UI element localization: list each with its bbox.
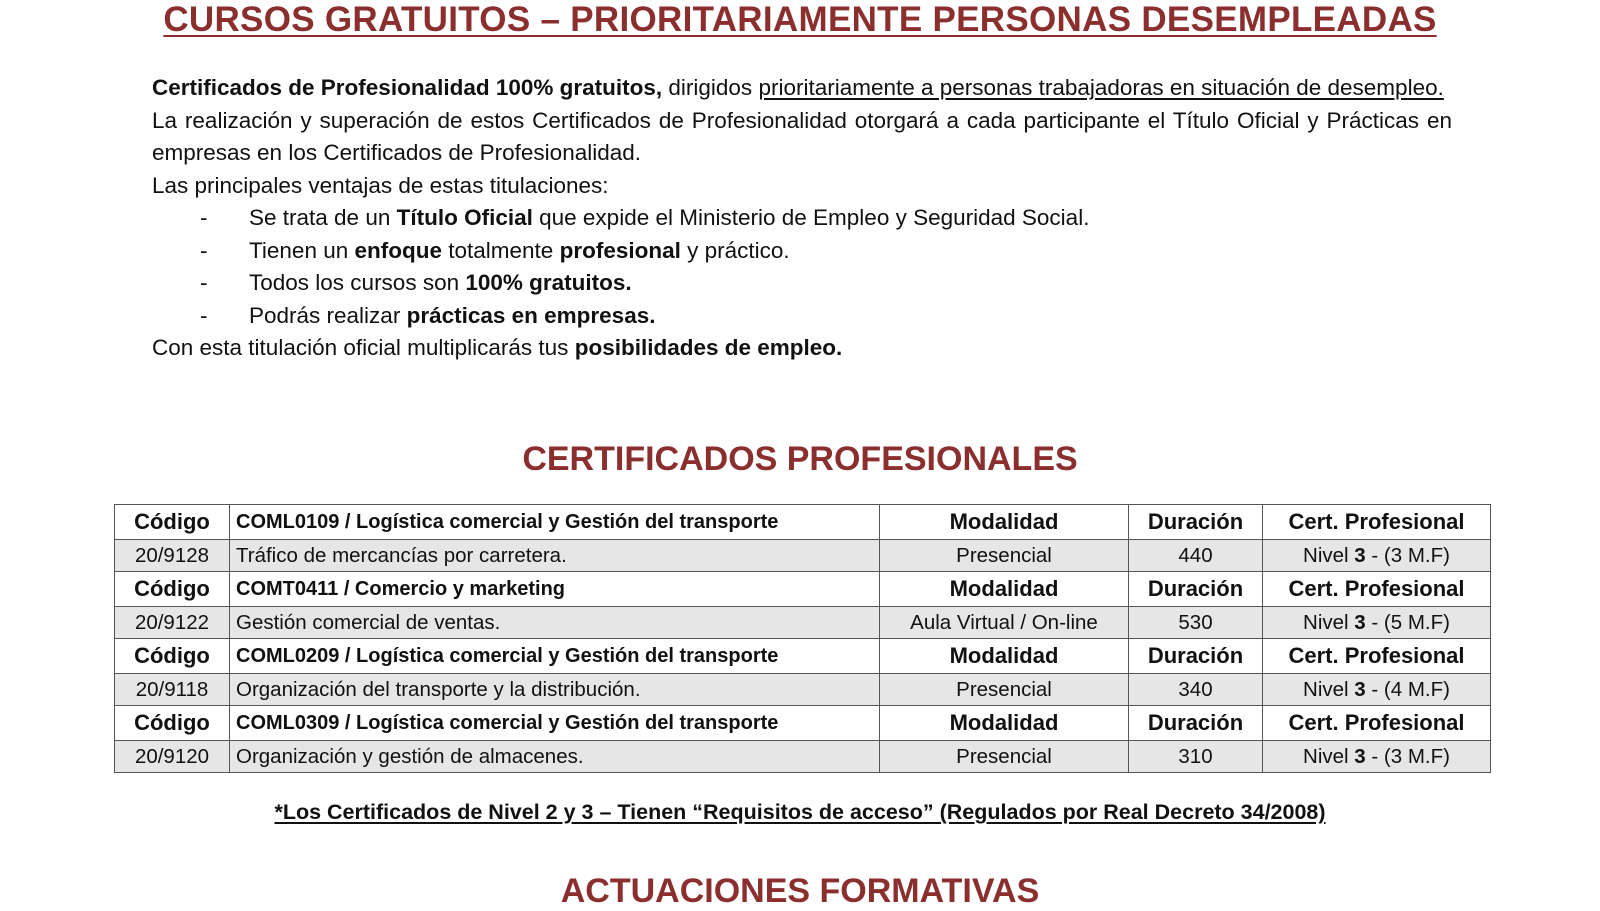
intro-paragraph-3: Las principales ventajas de estas titulaciones: [152, 172, 609, 198]
bullet-text: y práctico. [680, 237, 790, 263]
header-duracion: Duración [1129, 505, 1263, 540]
header-certificate-name: COML0109 / Logística comercial y Gestión del transporte [230, 505, 880, 540]
course-modalidad: Presencial [880, 741, 1129, 773]
header-codigo: Código [115, 505, 230, 540]
nivel-suffix: - (4 M.F) [1365, 677, 1450, 701]
header-cert-profesional: Cert. Profesional [1263, 639, 1491, 674]
course-nivel [1263, 607, 1491, 639]
list-item [152, 300, 1452, 333]
nivel-prefix: Nivel [1303, 610, 1355, 634]
dash-bullet: - [200, 237, 208, 263]
list-item [152, 202, 1452, 235]
nivel-prefix: Nivel [1303, 744, 1355, 768]
section-title-actuaciones: ACTUACIONES FORMATIVAS [560, 872, 1040, 910]
access-requirements-note [0, 800, 1600, 825]
nivel-value: 3 [1354, 677, 1366, 701]
bullet-bold: profesional [559, 237, 681, 263]
intro-section [152, 72, 1452, 365]
header-cert-profesional: Cert. Profesional [1263, 572, 1491, 607]
table-row [115, 540, 1491, 572]
table-row [115, 607, 1491, 639]
dash-bullet: - [200, 302, 208, 328]
nivel-suffix: - (3 M.F) [1365, 744, 1450, 768]
header-codigo: Código [115, 706, 230, 741]
bullet-text: Todos los cursos son [249, 270, 466, 295]
bullet-bold: Título Oficial [396, 205, 533, 230]
dash-bullet: - [200, 205, 208, 230]
header-codigo: Código [115, 639, 230, 674]
course-nivel [1263, 674, 1491, 706]
course-modalidad: Aula Virtual / On-line [880, 607, 1129, 639]
header-cert-profesional: Cert. Profesional [1263, 706, 1491, 741]
list-item [152, 267, 1452, 300]
course-code: 20/9118 [115, 674, 230, 706]
intro-bold-lead: Certificados de Profesionalidad 100% gratuitos, [152, 75, 663, 100]
table-header-row [115, 639, 1491, 674]
certificates-table [114, 504, 1491, 773]
table-header-row [115, 505, 1491, 540]
closing-bold: posibilidades de empleo. [574, 335, 843, 360]
table-row [115, 741, 1491, 773]
table-row [115, 674, 1491, 706]
course-code: 20/9122 [115, 607, 230, 639]
nivel-prefix: Nivel [1303, 677, 1355, 701]
header-duracion: Duración [1129, 706, 1263, 741]
nivel-prefix: Nivel [1303, 543, 1355, 567]
bullet-bold: prácticas en empresas. [406, 302, 656, 328]
intro-closing [152, 332, 1452, 365]
header-duracion: Duración [1129, 639, 1263, 674]
advantages-list [152, 202, 1452, 332]
intro-underlined-text: prioritariamente a personas trabajadoras en situación de desempleo. [758, 75, 1444, 100]
course-duracion: 440 [1129, 540, 1263, 572]
header-modalidad: Modalidad [880, 572, 1129, 607]
table-header-row [115, 706, 1491, 741]
nivel-value: 3 [1354, 610, 1366, 634]
header-modalidad: Modalidad [880, 706, 1129, 741]
course-duracion: 310 [1129, 741, 1263, 773]
course-name: Tráfico de mercancías por carretera. [230, 540, 880, 572]
course-name: Organización del transporte y la distribución. [230, 674, 880, 706]
bullet-bold: enfoque [354, 237, 442, 263]
header-certificate-name: COML0309 / Logística comercial y Gestión del transporte [230, 706, 880, 741]
note-text: *Los Certificados de Nivel 2 y 3 – Tienen “Requisitos de acceso” (Regulados por Real Decreto 34/2008) [274, 800, 1326, 824]
course-code: 20/9128 [115, 540, 230, 572]
course-nivel [1263, 540, 1491, 572]
header-modalidad: Modalidad [880, 639, 1129, 674]
bullet-bold: 100% gratuitos. [465, 270, 632, 295]
intro-paragraph-1 [152, 72, 1452, 105]
course-duracion: 340 [1129, 674, 1263, 706]
header-cert-profesional: Cert. Profesional [1263, 505, 1491, 540]
course-nivel [1263, 741, 1491, 773]
intro-paragraph-2: La realización y superación de estos Certificados de Profesionalidad otorgará a cada participante el Título Oficial y Prácticas en empresas en los Certificados de Profesionalidad. [152, 107, 1452, 165]
nivel-suffix: - (3 M.F) [1365, 543, 1450, 567]
course-duracion: 530 [1129, 607, 1263, 639]
bullet-text: totalmente [442, 237, 560, 263]
course-modalidad: Presencial [880, 540, 1129, 572]
page-title: CURSOS GRATUITOS – PRIORITARIAMENTE PERSONAS DESEMPLEADAS [163, 0, 1437, 39]
header-duracion: Duración [1129, 572, 1263, 607]
closing-text: Con esta titulación oficial multiplicarás tus [152, 335, 575, 360]
list-item [152, 235, 1452, 268]
certificates-table-body [115, 505, 1491, 773]
nivel-suffix: - (5 M.F) [1365, 610, 1450, 634]
header-certificate-name: COMT0411 / Comercio y marketing [230, 572, 880, 607]
course-name: Organización y gestión de almacenes. [230, 741, 880, 773]
section-title-certificados: CERTIFICADOS PROFESIONALES [522, 440, 1078, 478]
header-codigo: Código [115, 572, 230, 607]
bullet-text: Se trata de un [249, 205, 397, 230]
table-header-row [115, 572, 1491, 607]
dash-bullet: - [200, 270, 208, 295]
course-modalidad: Presencial [880, 674, 1129, 706]
bullet-text: Podrás realizar [249, 302, 407, 328]
nivel-value: 3 [1354, 543, 1366, 567]
course-name: Gestión comercial de ventas. [230, 607, 880, 639]
header-modalidad: Modalidad [880, 505, 1129, 540]
bullet-text: que expide el Ministerio de Empleo y Seguridad Social. [532, 205, 1090, 230]
nivel-value: 3 [1354, 744, 1366, 768]
course-code: 20/9120 [115, 741, 230, 773]
intro-text: dirigidos [662, 75, 759, 100]
bullet-text: Tienen un [249, 237, 355, 263]
header-certificate-name: COML0209 / Logística comercial y Gestión del transporte [230, 639, 880, 674]
